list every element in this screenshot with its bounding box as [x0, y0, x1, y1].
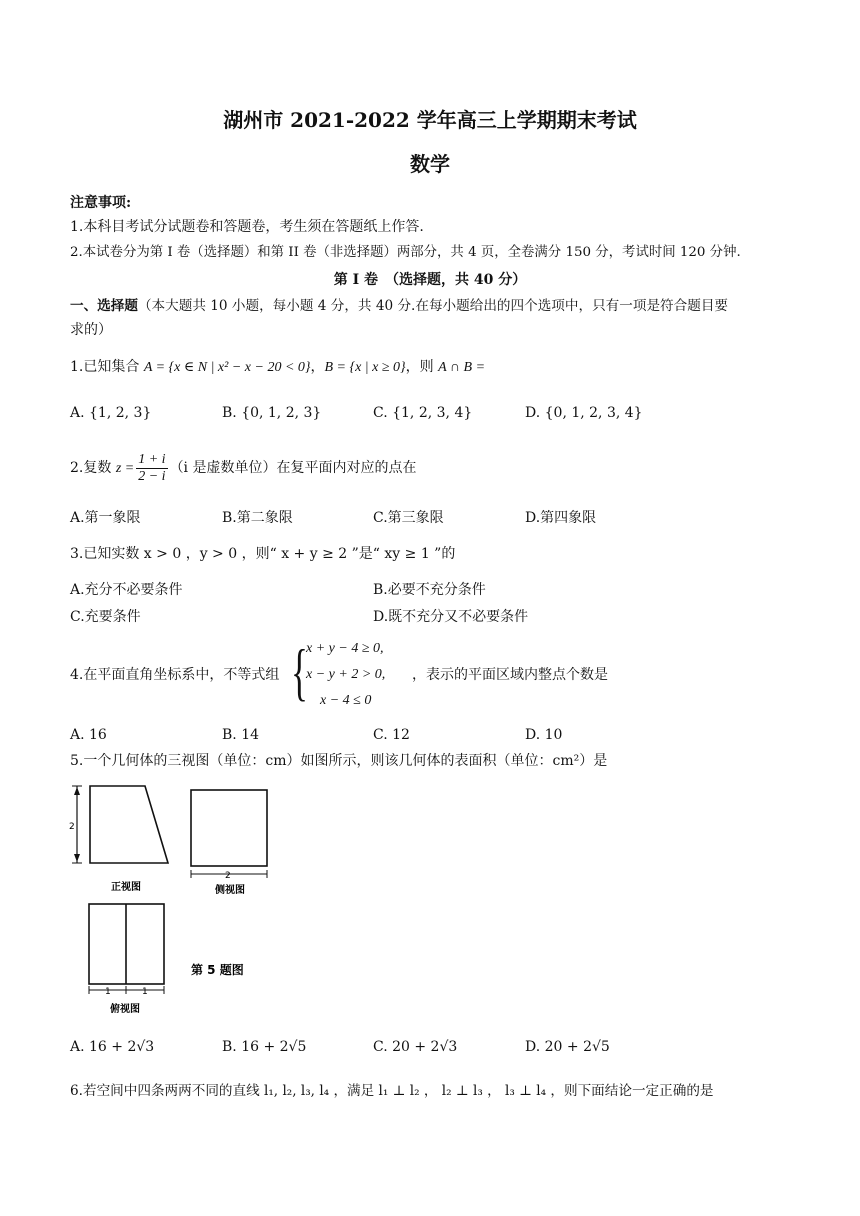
question-2-option-a: A.第一象限: [70, 510, 141, 526]
question-1-option-c: C. {1, 2, 3, 4}: [373, 405, 473, 421]
top-dim-1-left: 1: [105, 987, 111, 997]
front-view-label: 正视图: [111, 882, 141, 893]
set-a: A = {x ∈ N | x² − x − 20 < 0}: [143, 360, 311, 375]
set-b: B = {x | x ≥ 0}: [324, 360, 406, 375]
question-1-stem: 1.已知集合 A = {x ∈ N | x² − x − 20 < 0}，B = {x | x ≥ 0}，则 A ∩ B =: [70, 359, 486, 375]
top-dim-1-right: 1: [142, 987, 148, 997]
question-4-option-d: D. 10: [525, 727, 563, 743]
question-5-option-d: D. 20 + 2√5: [525, 1039, 610, 1055]
question-3-stem: 3.已知实数 x > 0 ，y > 0 ，则“ x + y ≥ 2 ”是“ xy ≥ 1 ”的: [70, 546, 456, 562]
exam-title: 湖州市 2021-2022 学年高三上学期期末考试: [223, 108, 637, 132]
system-line-1: x + y − 4 ≥ 0,: [306, 641, 384, 656]
question-6-stem: 6.若空间中四条两两不同的直线 l₁, l₂, l₃, l₄ ，满足 l₁ ⊥ l₂ ， l₂ ⊥ l₃ ， l₃ ⊥ l₄ ，则下面结论一定正确的是: [70, 1083, 714, 1099]
question-3-option-a: A.充分不必要条件: [70, 582, 183, 598]
section-title: 第 I 卷 （选择题，共 40 分）: [333, 272, 527, 288]
question-3-option-b: B.必要不充分条件: [373, 582, 486, 598]
system-line-2: x − y + 2 > 0,: [306, 667, 386, 682]
question-1-option-d: D. {0, 1, 2, 3, 4}: [525, 405, 643, 421]
complex-fraction: $\frac{1 + i}{2 - i}$: [138, 451, 166, 484]
question-4-option-b: B. 14: [222, 727, 260, 743]
question-1-option-b: B. {0, 1, 2, 3}: [222, 405, 322, 421]
notes-item-2: 2.本试卷分为第 I 卷（选择题）和第 II 卷（非选择题）两部分，共 4 页，全卷满分 150 分，考试时间 120 分钟.: [70, 245, 741, 260]
notes-heading: 注意事项:: [70, 195, 132, 211]
figure-caption: 第 5 题图: [191, 963, 244, 977]
question-4-stem-a: 4.在平面直角坐标系中，不等式组: [70, 667, 280, 683]
question-5-option-a: A. 16 + 2√3: [70, 1039, 155, 1055]
part-desc-line2: 求的）: [70, 322, 112, 338]
question-3-option-c: C.充要条件: [70, 609, 141, 625]
front-view: [72, 786, 168, 863]
subject-title: 数学: [410, 152, 450, 176]
question-2-option-d: D.第四象限: [525, 510, 597, 526]
part-label: 一、选择题: [70, 298, 138, 314]
side-view-label: 侧视图: [215, 885, 245, 896]
question-4-stem-b: ，表示的平面区域内整点个数是: [412, 667, 608, 683]
system-brace: {: [291, 636, 308, 707]
part-desc-line1: [70, 297, 728, 315]
system-line-3: x − 4 ≤ 0: [320, 693, 372, 708]
top-view: [89, 904, 164, 994]
top-view-label: 俯视图: [110, 1004, 140, 1015]
side-dim-2: 2: [225, 871, 231, 881]
side-view: [191, 790, 267, 878]
intersection: A ∩ B =: [438, 360, 486, 375]
question-1-option-a: A. {1, 2, 3}: [70, 405, 152, 421]
question-5-option-c: C. 20 + 2√3: [373, 1039, 458, 1055]
notes-item-1: 1.本科目考试分试题卷和答题卷，考生须在答题纸上作答.: [70, 219, 424, 235]
question-5-option-b: B. 16 + 2√5: [222, 1039, 307, 1055]
question-2-option-b: B.第二象限: [222, 510, 293, 526]
question-5-stem: 5.一个几何体的三视图（单位：cm）如图所示，则该几何体的表面积（单位：cm²）是: [70, 753, 608, 769]
question-2-option-c: C.第三象限: [373, 510, 444, 526]
question-4-option-a: A. 16: [70, 727, 107, 743]
three-view-figure: [65, 778, 285, 1028]
front-dim-2: 2: [69, 822, 75, 832]
question-4-option-c: C. 12: [373, 727, 410, 743]
part-desc: （本大题共 10 小题，每小题 4 分，共 40 分.在每小题给出的四个选项中，只有一项是符合题目要: [137, 298, 729, 314]
question-2-stem: 2.复数 z = $\frac{1 + i}{2 - i}$ （i 是虚数单位）在复平面内对应的点在: [70, 451, 417, 484]
question-3-option-d: D.既不充分又不必要条件: [373, 609, 529, 625]
